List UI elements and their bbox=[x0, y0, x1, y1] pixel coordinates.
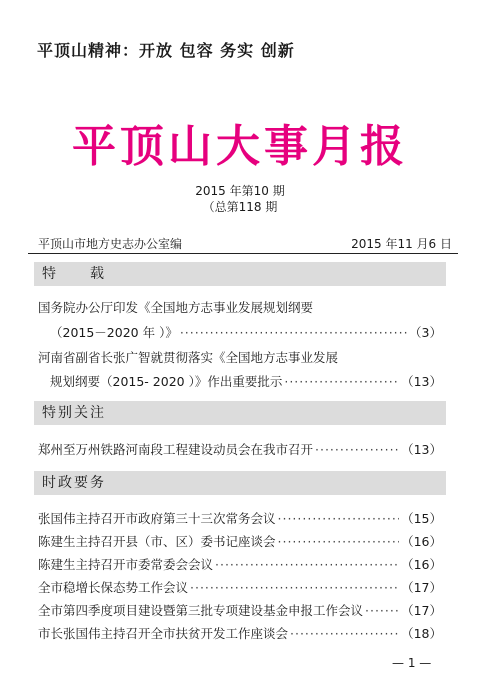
section-header-focus bbox=[34, 401, 446, 425]
total-issue-number: （总第118 期 bbox=[202, 200, 278, 214]
toc-entry[interactable] bbox=[50, 323, 442, 341]
toc-page-number: （18） bbox=[401, 626, 442, 641]
toc-entry[interactable] bbox=[38, 601, 442, 619]
toc-entry-title: 全市稳增长保态势工作会议 bbox=[38, 580, 189, 595]
page-number: — 1 — bbox=[392, 656, 432, 670]
toc-entry-title: 陈建生主持召开县（市、区）委书记座谈会 bbox=[38, 534, 276, 549]
leader-dots bbox=[215, 557, 399, 572]
masthead-title: 平顶山大事月报 bbox=[72, 121, 408, 172]
section-title: 特别关注 bbox=[42, 405, 106, 421]
toc-entry[interactable] bbox=[38, 555, 442, 573]
toc-entry-title: 张国伟主持召开市政府第三十三次常务会议 bbox=[38, 511, 276, 526]
toc-entry[interactable] bbox=[38, 578, 442, 596]
leader-dots bbox=[278, 511, 400, 526]
toc-entry-line1[interactable]: 国务院办公厅印发《全国地方志事业发展规划纲要 bbox=[38, 300, 314, 315]
toc-page-number: （16） bbox=[401, 557, 442, 572]
toc-entry[interactable] bbox=[50, 372, 442, 390]
section-title: 时政要务 bbox=[42, 475, 106, 491]
toc-entry-title: 市长张国伟主持召开全市扶贫开发工作座谈会 bbox=[38, 626, 289, 641]
header-divider bbox=[28, 253, 458, 254]
toc-page-number: （13） bbox=[401, 442, 442, 457]
toc-page-number: （17） bbox=[401, 603, 442, 618]
leader-dots bbox=[284, 374, 399, 389]
toc-page-number: （16） bbox=[401, 534, 442, 549]
publish-date: 2015 年11 月6 日 bbox=[351, 237, 452, 251]
motto: 平顶山精神：开放 包容 务实 创新 bbox=[37, 41, 295, 60]
toc-entry-title: 陈建生主持召开市委常委会会议 bbox=[38, 557, 214, 572]
toc-entry-title: 规划纲要（2015- 2020 ）》作出重要批示 bbox=[50, 374, 283, 389]
toc-entry[interactable] bbox=[38, 532, 442, 550]
toc-entry-title: 郑州至万州铁路河南段工程建设动员会在我市召开 bbox=[38, 442, 314, 457]
section-title: 特 载 bbox=[42, 266, 106, 282]
leader-dots bbox=[290, 626, 399, 641]
section-header-special bbox=[34, 262, 446, 286]
leader-dots bbox=[190, 580, 399, 595]
leader-dots bbox=[365, 603, 399, 618]
toc-entry[interactable] bbox=[38, 509, 442, 527]
toc-page-number: （17） bbox=[401, 580, 442, 595]
toc-entry-title: （2015－2020 年 ）》 bbox=[50, 325, 178, 340]
toc-entry-line1[interactable]: 河南省副省长张广智就贯彻落实《全国地方志事业发展 bbox=[38, 350, 339, 365]
publisher: 平顶山市地方史志办公室编 bbox=[38, 237, 183, 251]
leader-dots bbox=[278, 534, 400, 549]
section-header-politics bbox=[34, 471, 446, 495]
toc-page-number: （13） bbox=[401, 374, 442, 389]
toc-entry-title: 全市第四季度项目建设暨第三批专项建设基金申报工作会议 bbox=[38, 603, 364, 618]
toc-page-number: （15） bbox=[401, 511, 442, 526]
issue-number: 2015 年第10 期 bbox=[195, 184, 285, 198]
leader-dots bbox=[180, 325, 407, 340]
toc-page-number: （3） bbox=[409, 325, 442, 340]
toc-entry[interactable] bbox=[38, 624, 442, 642]
toc-entry[interactable] bbox=[38, 440, 442, 458]
leader-dots bbox=[315, 442, 399, 457]
